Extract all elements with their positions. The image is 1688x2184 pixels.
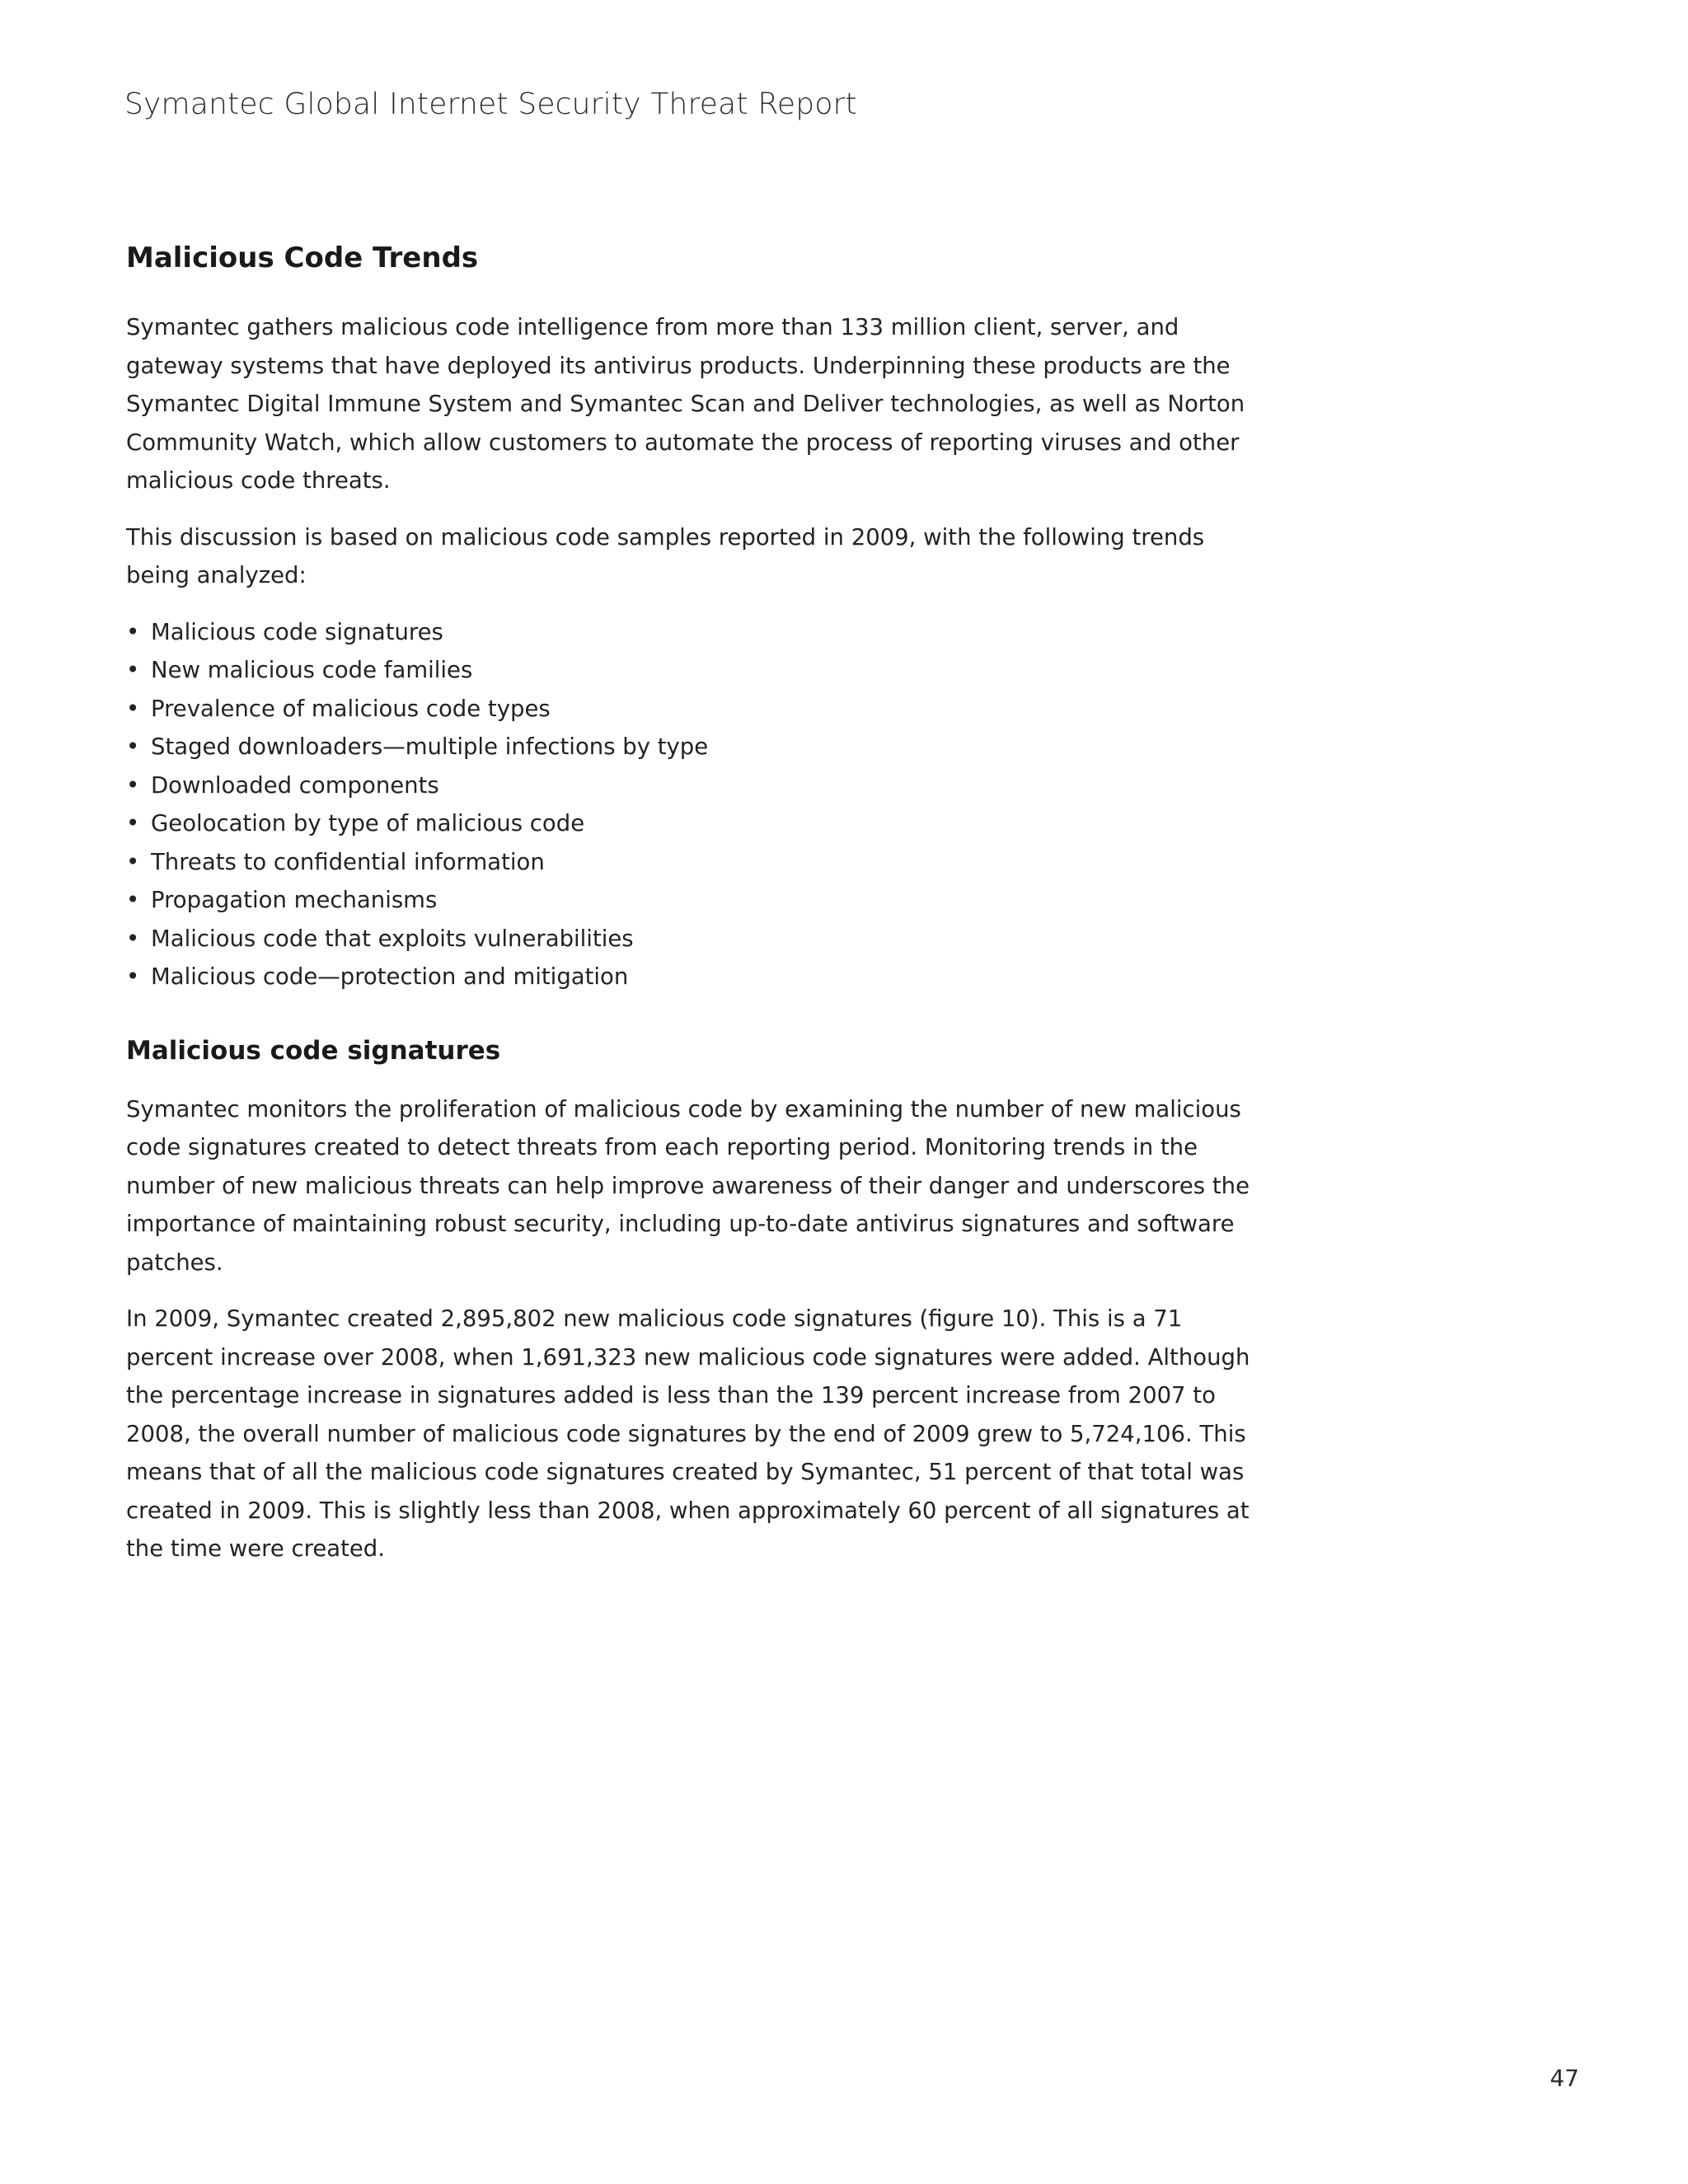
section-title: Malicious Code Trends — [126, 241, 479, 274]
list-item-text: Malicious code signatures — [151, 618, 443, 645]
intro-paragraph: Symantec gathers malicious code intelligence from more than 133 million client, server, and gateway systems that have deployed its antivirus products. Underpinning these products are the Symantec Digital Immune System and Symantec Scan and Deliver technologies, as well as Norton Community Watch, which allow customers to automate the process of reporting viruses and other malicious code threats. — [126, 314, 1245, 494]
list-item-text: Malicious code that exploits vulnerabilities — [151, 925, 634, 952]
trend-list — [126, 613, 1259, 996]
bullet-icon: • — [126, 848, 140, 875]
list-item — [126, 766, 1259, 805]
subsection-title: Malicious code signatures — [126, 1035, 501, 1066]
bullet-icon: • — [126, 733, 140, 760]
list-item-text: Threats to confidential information — [151, 848, 545, 875]
list-item-text: Downloaded components — [151, 771, 439, 799]
list-item — [126, 804, 1259, 843]
main-content — [126, 239, 1259, 1586]
list-item — [126, 651, 1259, 690]
scope-paragraph: This discussion is based on malicious code samples reported in 2009, with the following trends being analyzed: — [126, 523, 1205, 588]
list-item-text: Geolocation by type of malicious code — [151, 810, 585, 837]
list-item — [126, 728, 1259, 766]
page-number: 47 — [1550, 2064, 1579, 2092]
bullet-icon: • — [126, 810, 140, 837]
list-item — [126, 613, 1259, 652]
list-item-text: Prevalence of malicious code types — [151, 695, 551, 722]
signatures-paragraph-1: Symantec monitors the proliferation of malicious code by examining the number of new malicious code signatures created to detect threats from each reporting period. Monitoring trends in the number of new malicious threats can help improve awareness of their danger and underscores the importance of maintaining robust security, including up-to-date antivirus signatures and software patches. — [126, 1095, 1250, 1276]
bullet-icon: • — [126, 963, 140, 990]
bullet-icon: • — [126, 771, 140, 799]
list-item — [126, 843, 1259, 882]
list-item-text: New malicious code families — [151, 657, 473, 683]
bullet-icon: • — [126, 657, 140, 683]
list-item-text: Staged downloaders—multiple infections by type — [151, 733, 709, 760]
list-item-text: Malicious code—protection and mitigation — [151, 963, 629, 990]
bullet-icon: • — [126, 887, 140, 913]
signatures-paragraph-2: In 2009, Symantec created 2,895,802 new malicious code signatures (figure 10). This is a 71 percent increase over 2008, when 1,691,323 new malicious code signatures were added. Although the percentage increase in signatures added is less than the 139 percent increase from 2007 to 2008, the overall number of malicious code signatures by the end of 2009 grew to 5,724,106. This means that of all the malicious code signatures created by Symantec, 51 percent of that total was created in 2009. This is slightly less than 2008, when approximately 60 percent of all signatures at the time were created. — [126, 1305, 1250, 1562]
bullet-icon: • — [126, 925, 140, 952]
list-item — [126, 690, 1259, 729]
bullet-icon: • — [126, 695, 140, 722]
bullet-icon: • — [126, 618, 140, 645]
list-item-text: Propagation mechanisms — [151, 887, 438, 913]
list-item — [126, 881, 1259, 920]
list-item — [126, 920, 1259, 958]
list-item — [126, 958, 1259, 996]
running-header: Symantec Global Internet Security Threat Report — [124, 87, 857, 121]
